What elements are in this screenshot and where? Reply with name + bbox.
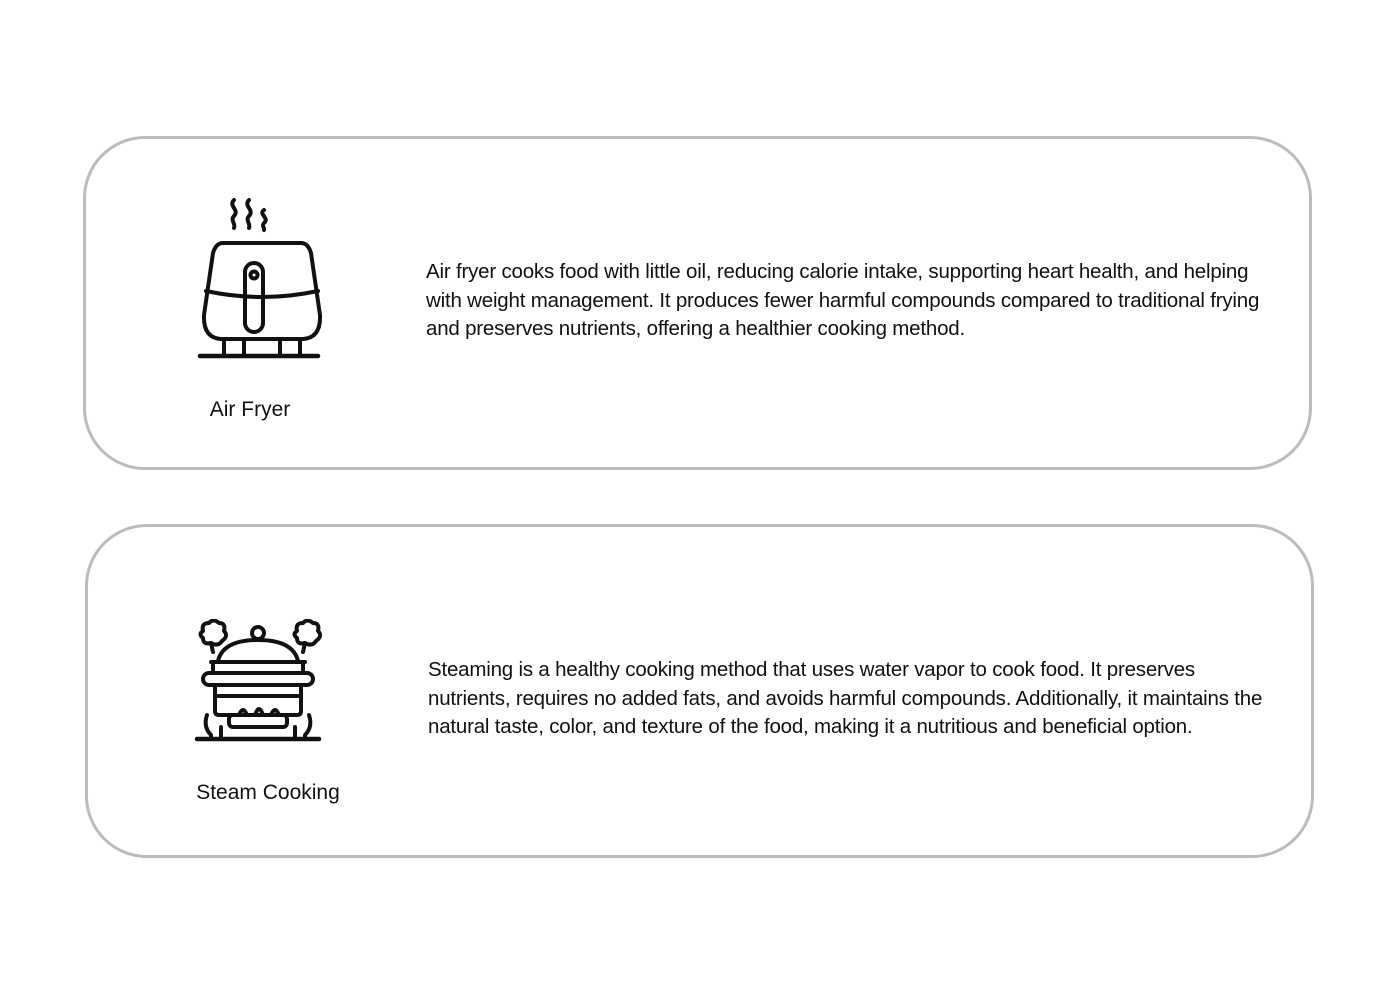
card-description: Steaming is a healthy cooking method that uses water vapor to cook food. It preserves nutrients, requires no added fats, and avoids harmful compounds. Additionally, it maintains the natural taste, color, and texture of the food, making it a nutritious and beneficial option.: [428, 658, 1263, 738]
card-description: Air fryer cooks food with little oil, reducing calorie intake, supporting heart health, and helping with weight management. It produces fewer harmful compounds compared to traditional frying and preserves nutrients, offering a healthier cooking method.: [426, 260, 1260, 340]
air-fryer-card: [83, 136, 1312, 470]
card-label: Steam Cooking: [196, 781, 340, 804]
air-fryer-icon: [196, 197, 326, 363]
card-label: Air Fryer: [209, 398, 291, 421]
steam-pot-icon: [193, 619, 323, 747]
steam-cooking-card: [85, 524, 1314, 858]
